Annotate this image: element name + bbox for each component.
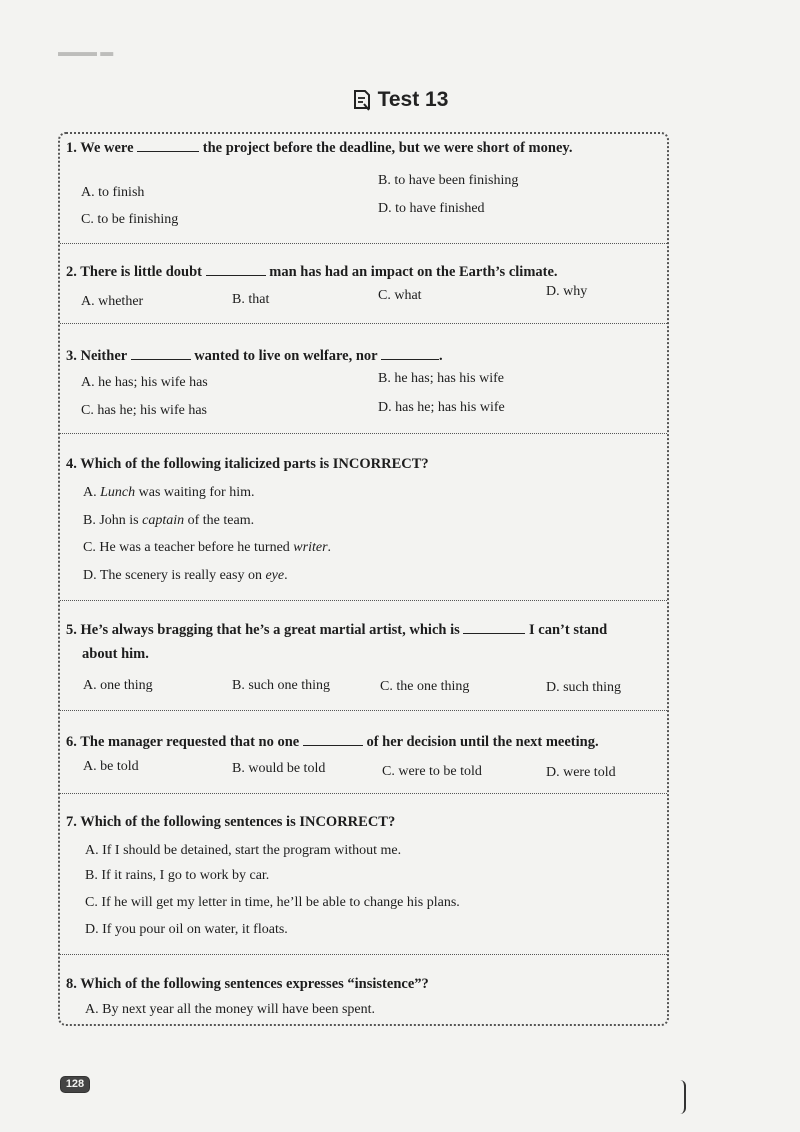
italic-part: eye <box>265 568 285 583</box>
stem-part: the project before the deadline, but we were short of money. <box>202 140 573 156</box>
option-text: A. <box>83 485 101 500</box>
question-6 <box>66 730 666 754</box>
stem-part: wanted to live on welfare, nor <box>194 348 378 364</box>
stem-part: 3. Neither <box>66 348 127 364</box>
answer-blank <box>303 731 363 746</box>
option-b: B. such one thing <box>232 678 330 693</box>
divider <box>60 323 667 324</box>
question-stem <box>66 136 666 160</box>
option-c: C. the one thing <box>380 679 470 694</box>
question-stem <box>66 730 666 754</box>
answer-blank <box>381 345 439 360</box>
option-b: B. that <box>232 292 270 307</box>
divider <box>60 433 667 434</box>
stem-part: I can’t stand <box>529 622 608 638</box>
option-c: C. If he will get my letter in time, he’ll be able to change his plans. <box>85 895 460 910</box>
divider <box>60 243 667 244</box>
option-a <box>83 483 255 503</box>
stem-part: 5. He’s always bragging that he’s a great martial artist, which is <box>66 622 460 638</box>
question-1 <box>66 136 666 160</box>
option-c: C. were to be told <box>382 764 482 779</box>
option-text: D. The scenery is really easy on <box>83 568 266 583</box>
answer-blank <box>131 345 191 360</box>
italic-part: Lunch <box>100 485 136 500</box>
option-c: C. to be finishing <box>81 212 179 227</box>
question-5 <box>66 618 666 666</box>
bleed-through-text: ▬▬▬ ▬ <box>58 44 114 59</box>
option-a: A. to finish <box>81 185 145 200</box>
option-a: A. By next year all the money will have been spent. <box>85 1002 376 1017</box>
page-number: 128 <box>60 1076 90 1093</box>
option-c: C. what <box>378 288 422 303</box>
stem-part: 2. There is little doubt <box>66 264 203 280</box>
question-stem <box>66 344 666 368</box>
document-icon <box>352 89 372 111</box>
option-b: B. If it rains, I go to work by car. <box>85 868 270 883</box>
option-b: B. he has; has his wife <box>378 371 504 386</box>
question-stem-continued: about him. <box>82 646 149 662</box>
answer-blank <box>206 261 266 276</box>
question-stem: 7. Which of the following sentences is INCORRECT? <box>66 814 396 830</box>
question-4 <box>66 452 666 476</box>
option-text: of the team. <box>184 513 255 528</box>
stem-part: 1. We were <box>66 140 134 156</box>
italic-part: writer <box>293 540 328 555</box>
option-text: was waiting for him. <box>135 485 255 500</box>
option-c <box>83 538 331 558</box>
option-text: . <box>284 568 288 583</box>
option-text: B. John is <box>83 513 143 528</box>
option-a: A. be told <box>83 759 139 774</box>
option-a: A. he has; his wife has <box>81 375 208 390</box>
option-text: C. He was a teacher before he turned <box>83 540 294 555</box>
option-b <box>83 511 254 531</box>
question-3 <box>66 344 666 368</box>
stem-part: 6. The manager requested that no one <box>66 734 300 750</box>
answer-blank <box>137 137 199 152</box>
option-b: B. to have been finishing <box>378 173 519 188</box>
question-2 <box>66 260 666 284</box>
option-a: A. whether <box>81 294 144 309</box>
divider <box>60 793 667 794</box>
question-stem: 8. Which of the following sentences expresses “insistence”? <box>66 976 429 992</box>
option-a: A. one thing <box>83 678 153 693</box>
stem-part: man has had an impact on the Earth’s climate. <box>269 264 558 280</box>
divider <box>60 710 667 711</box>
italic-part: captain <box>142 513 185 528</box>
option-d: D. why <box>546 284 588 299</box>
stem-part: of her decision until the next meeting. <box>366 734 599 750</box>
option-d <box>83 566 288 586</box>
option-d: D. to have finished <box>378 201 485 216</box>
option-d: D. has he; has his wife <box>378 400 505 415</box>
question-stem <box>66 260 666 284</box>
stem-part: . <box>438 348 443 364</box>
page-title <box>352 88 449 112</box>
option-d: D. were told <box>546 765 616 780</box>
page-edge-mark <box>678 1080 686 1114</box>
divider <box>60 954 667 955</box>
question-stem <box>66 618 666 642</box>
option-text: . <box>327 540 332 555</box>
option-d: D. such thing <box>546 680 622 695</box>
title-bar <box>0 88 800 116</box>
answer-blank <box>463 619 525 634</box>
divider <box>60 600 667 601</box>
option-c: C. has he; his wife has <box>81 403 207 418</box>
title-text: Test 13 <box>377 88 449 111</box>
question-8 <box>66 972 666 996</box>
option-d: D. If you pour oil on water, it floats. <box>85 922 288 937</box>
question-7 <box>66 810 666 834</box>
option-b: B. would be told <box>232 761 326 776</box>
option-a: A. If I should be detained, start the program without me. <box>85 843 402 858</box>
question-stem: 4. Which of the following italicized parts is INCORRECT? <box>66 456 429 472</box>
